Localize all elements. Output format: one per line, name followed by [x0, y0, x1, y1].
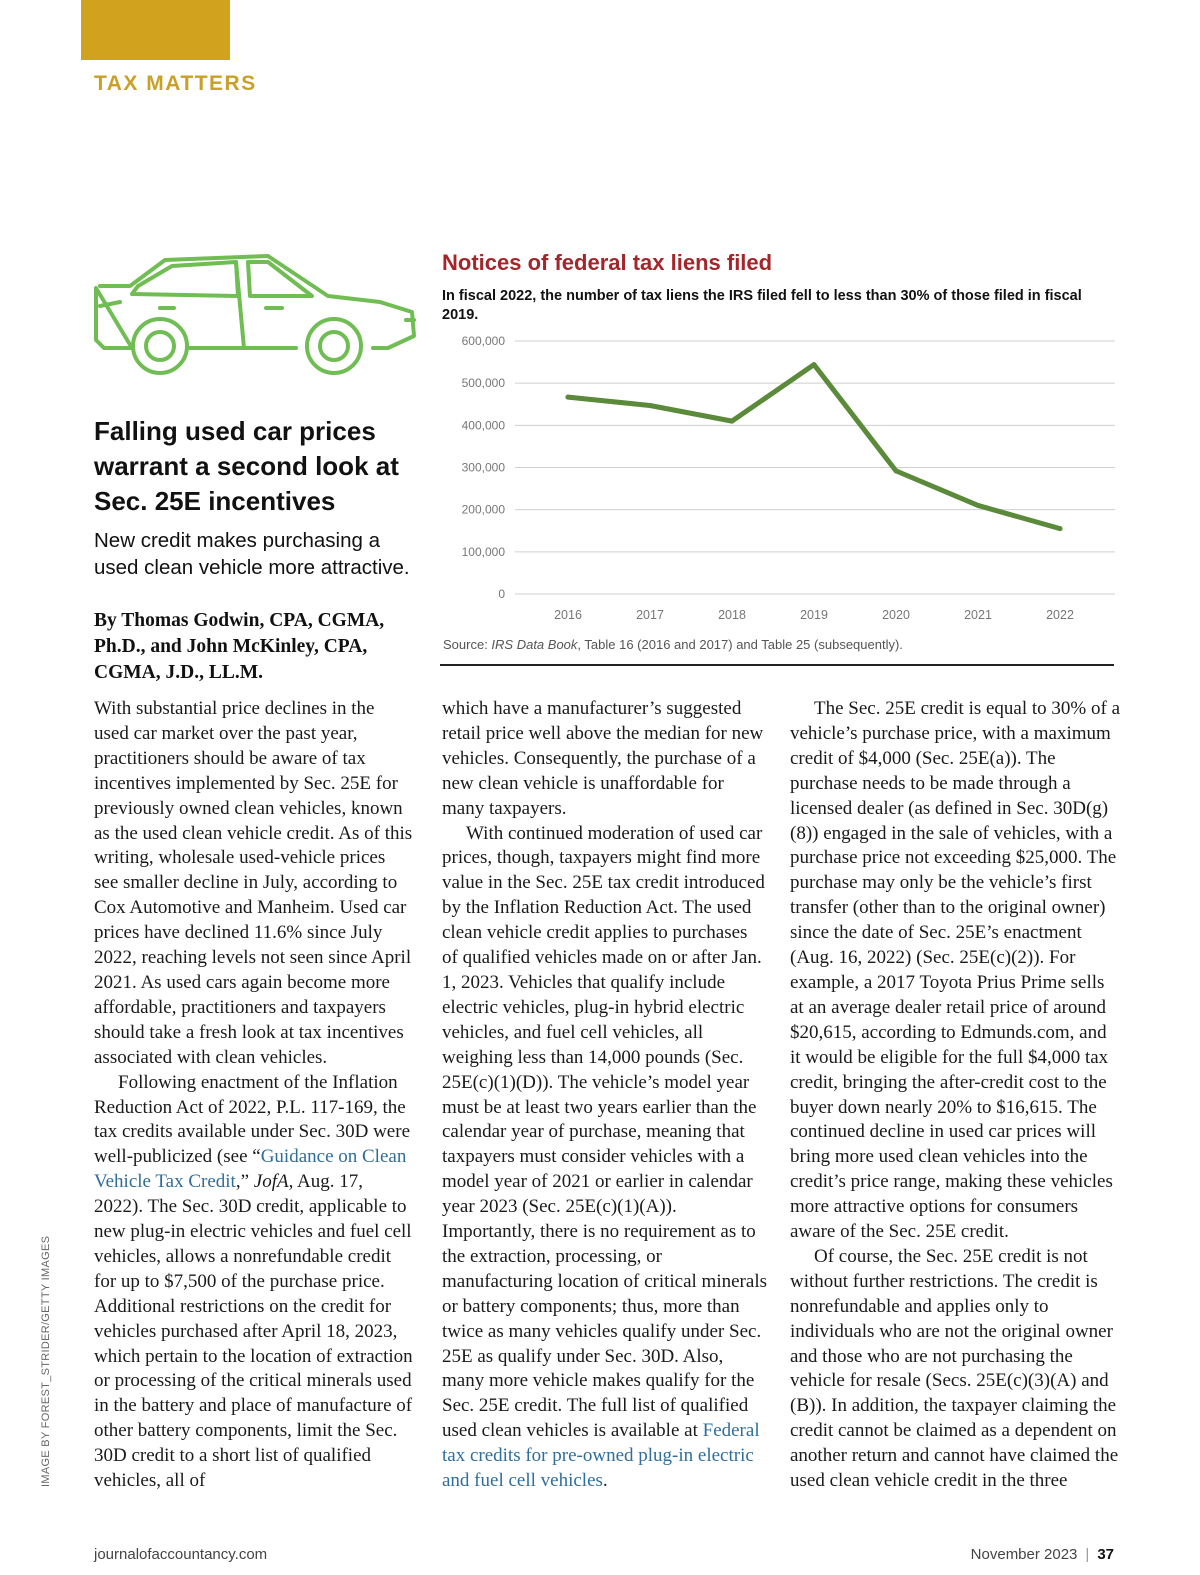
data-point-2022: [1058, 526, 1063, 531]
data-point-2019: [812, 362, 817, 367]
x-tick-label: 2022: [1046, 608, 1074, 622]
footer-site-url[interactable]: journalofaccountancy.com: [94, 1546, 268, 1563]
y-tick-label: 100,000: [461, 544, 505, 559]
body-paragraph: Of course, the Sec. 25E credit is not without further restrictions. The credit is nonrefundable and applies only to individuals who are not the original owner and those who are not purchasing the vehicle for resale (Secs. 25E(c)(3)(A) and (B)). In addition, the taxpayer claiming the credit cannot be claimed as a dependent on another return and cannot have claimed the used clean vehicle credit in the three: [790, 1245, 1119, 1492]
body-paragraph: which have a manufacturer’s suggested retail price well above the median for new vehicles. Consequently, the purchase of a new clean vehicle is unaffordable for many taxpayers.: [442, 698, 764, 819]
car-outline-icon: [90, 250, 420, 385]
data-point-2021: [976, 503, 981, 508]
x-tick-label: 2016: [554, 608, 582, 622]
y-tick-label: 0: [498, 587, 505, 601]
x-tick-label: 2019: [800, 608, 828, 622]
chart-subtitle: In fiscal 2022, the number of tax liens the IRS filed fell to less than 30% of those filed in fiscal 2019.: [442, 288, 1082, 323]
page-number: 37: [1097, 1546, 1114, 1563]
x-tick-label: 2020: [882, 608, 910, 622]
footer-date: November 2023: [970, 1546, 1078, 1563]
x-tick-label: 2018: [718, 608, 746, 622]
y-tick-label: 200,000: [461, 502, 505, 517]
y-tick-label: 500,000: [461, 376, 505, 391]
series-line: [568, 365, 1060, 529]
data-point-2016: [566, 395, 571, 400]
federal-tax-credits-link[interactable]: Federal tax credits for pre-owned plug-in electric and fuel cell vehicles: [442, 1420, 760, 1492]
article-byline: By Thomas Godwin, CPA, CGMA, Ph.D., and John McKinley, CPA, CGMA, J.D., LL.M.: [94, 610, 385, 683]
article-column-1: [94, 697, 414, 1494]
y-tick-label: 400,000: [461, 418, 505, 433]
article-headline: Falling used car prices warrant a second look at Sec. 25E incentives: [94, 416, 399, 516]
footer-separator: |: [1085, 1546, 1090, 1563]
chart-source: Source: IRS Data Book, Table 16 (2016 and 2017) and Table 25 (subsequently).: [443, 637, 903, 652]
article-column-2: [442, 697, 768, 1494]
article-column-3: [790, 697, 1120, 1494]
y-tick-label: 300,000: [461, 460, 505, 475]
chart-divider-rule: [440, 664, 1114, 666]
data-point-2017: [648, 403, 653, 408]
article-dek: New credit makes purchasing a used clean vehicle more attractive.: [94, 529, 410, 579]
chart-title: Notices of federal tax liens filed: [442, 250, 773, 275]
section-tab-bar: [81, 0, 230, 60]
tax-liens-line-chart: [440, 330, 1120, 630]
body-paragraph: With substantial price declines in the used car market over the past year, practitioners should be aware of tax incentives implemented by Sec. 25E for previously owned clean vehicles, known as the used clean vehicle credit. As of this writing, wholesale used-vehicle prices see smaller decline in July, according to Cox Automotive and Manheim. Used car prices have declined 11.6% since July 2022, reaching levels not seen since April 2021. As used cars again become more affordable, practitioners and taxpayers should take a fresh look at tax incentives associated with clean vehicles.: [94, 698, 413, 1068]
body-paragraph: With continued moderation of used car prices, though, taxpayers might find more value in the Sec. 25E tax credit introduced by the Inflation Reduction Act. The used clean vehicle credit applies to purchases of qualified vehicles made on or after Jan. 1, 2023. Vehicles that qualify include electric vehicles, plug-in hybrid electric vehicles, and fuel cell vehicles, all weighing less than 14,000 pounds (Sec. 25E(c)(1)(D)). The vehicle’s model year must be at least two years earlier than the calendar year of purchase, meaning that taxpayers must consider vehicles with a model year of 2021 or earlier in calendar year 2023 (Sec. 25E(c)(1)(A)). Importantly, there is no requirement as to the extraction, processing, or manufacturing location of critical minerals or battery components; thus, more than twice as many vehicles qualify under Sec. 25E as qualify under Sec. 30D. Also, many more vehicle makes qualify for the Sec. 25E credit. The full list of qualified used clean vehicles is available at Federal tax credits for pre-owned plug-in electric and fuel cell vehicles.: [442, 822, 767, 1492]
body-paragraph: The Sec. 25E credit is equal to 30% of a vehicle’s purchase price, with a maximum credit of $4,000 (Sec. 25E(a)). The purchase needs to be made through a licensed dealer (as defined in Sec. 30D(g)(8)) engaged in the sale of vehicles, with a purchase price not exceeding $25,000. The purchase may only be the vehicle’s first transfer (other than to the original owner) since the date of Sec. 25E’s enactment (Aug. 16, 2022) (Sec. 25E(c)(2)). For example, a 2017 Toyota Prius Prime sells at an average dealer retail price of around $20,615, according to Edmunds.com, and it would be eligible for the full $4,000 tax credit, bringing the after-credit cost to the buyer down nearly 20% to $16,615. The continued decline in used car prices will bring more used clean vehicles into the credit’s price range, making these vehicles more attractive options for consumers aware of the Sec. 25E credit.: [790, 698, 1121, 1243]
footer-date-page: [971, 1546, 1114, 1563]
data-point-2018: [730, 419, 735, 424]
data-point-2020: [894, 468, 899, 473]
body-paragraph: Following enactment of the Inflation Reduction Act of 2022, P.L. 117-169, the tax credits available under Sec. 30D were well-publicized (see “Guidance on Clean Vehicle Tax Credit,” JofA, Aug. 17, 2022). The Sec. 30D credit, applicable to new plug-in electric vehicles and fuel cell vehicles, allows a nonrefundable credit for up to $7,500 of the purchase price. Additional restrictions on the credit for vehicles purchased after April 18, 2023, which pertain to the location of extraction or processing of the critical minerals used in the battery and place of manufacture of other battery components, limit the Sec. 30D credit to a short list of qualified vehicles, all of: [94, 1071, 413, 1492]
photo-credit: IMAGE BY FOREST_STRIDER/GETTY IMAGES: [40, 1235, 52, 1487]
section-label: TAX MATTERS: [94, 72, 257, 95]
x-tick-label: 2017: [636, 608, 664, 622]
guidance-article-link[interactable]: Guidance on Clean Vehicle Tax Credit: [94, 1146, 407, 1193]
x-tick-label: 2021: [964, 608, 992, 622]
y-tick-label: 600,000: [461, 334, 505, 348]
